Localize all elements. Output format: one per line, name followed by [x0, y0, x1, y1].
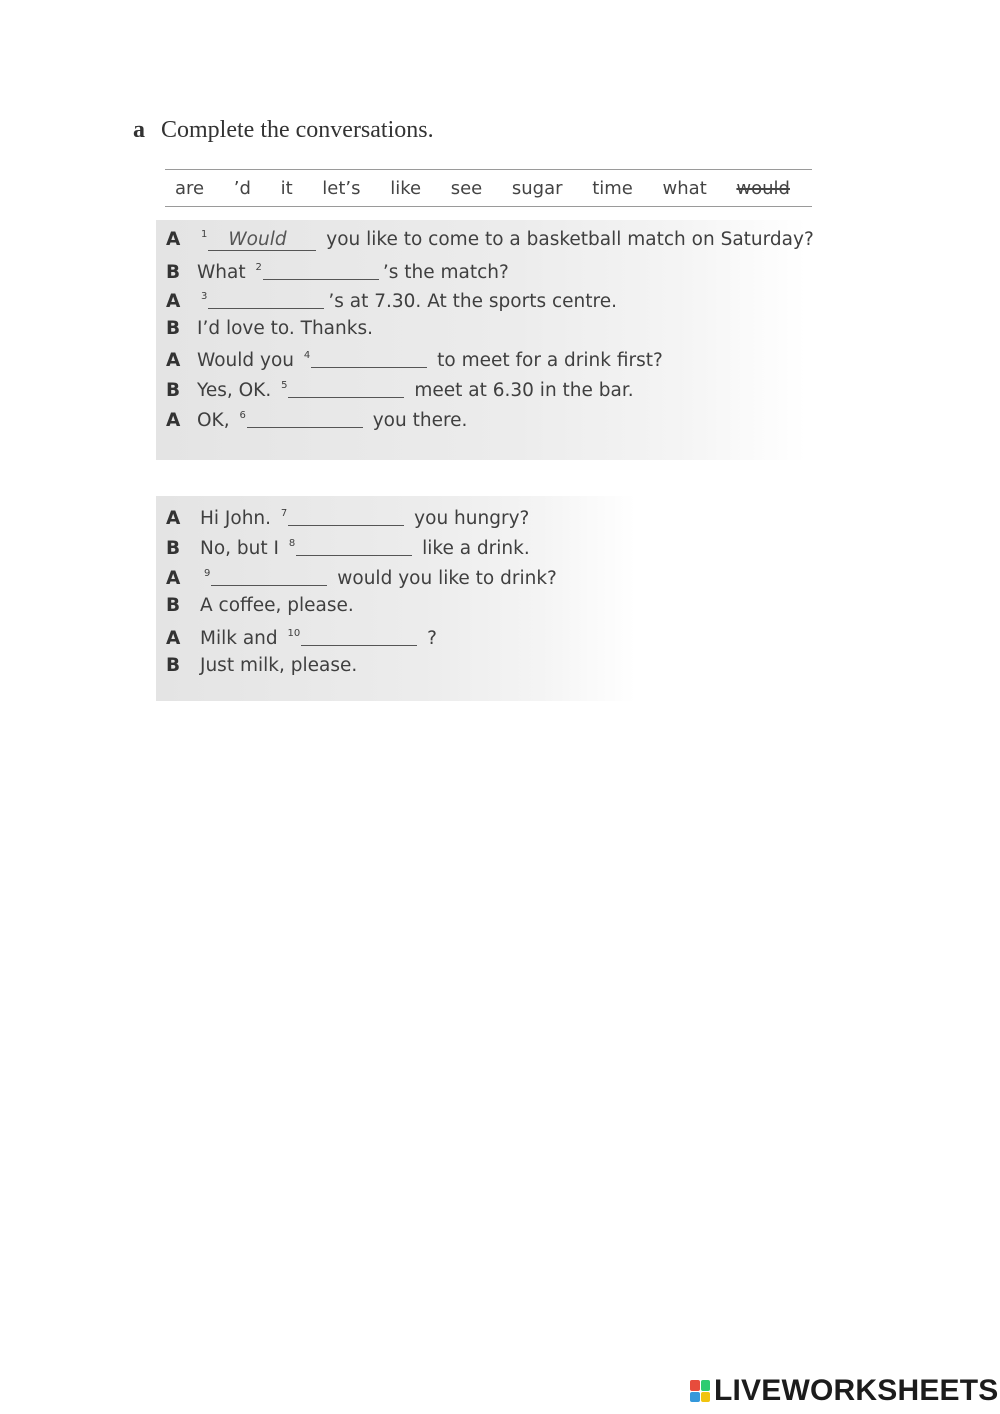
- speaker-label: B: [166, 317, 181, 339]
- dialogue-line: [166, 288, 617, 318]
- gap-number: 5: [281, 380, 288, 391]
- word-box-item: ’d: [233, 177, 251, 199]
- word-box-item: what: [662, 177, 707, 199]
- line-text: ’s at 7.30. At the sports centre.: [328, 291, 617, 313]
- line-text: Would you: [197, 350, 300, 372]
- dialogue-line: [166, 655, 357, 685]
- gap-number: 8: [288, 538, 296, 549]
- word-box-item: time: [592, 177, 633, 199]
- speaker-label: B: [166, 538, 181, 559]
- dialogue-line: [166, 505, 529, 535]
- speaker-label: B: [166, 655, 181, 676]
- logo-square: [690, 1392, 700, 1403]
- dialogue-line: [166, 347, 663, 377]
- dialogue-line: [166, 407, 467, 437]
- answer-blank[interactable]: [208, 290, 324, 309]
- dialogue-line: [166, 625, 437, 655]
- gap-number: 10: [287, 628, 301, 639]
- logo-square: [701, 1392, 711, 1403]
- gap-number: 2: [255, 261, 262, 273]
- answer-blank[interactable]: [311, 349, 427, 368]
- line-text: would you like to drink?: [331, 568, 557, 589]
- word-box-item: let’s: [322, 177, 361, 199]
- speaker-label: A: [166, 508, 181, 529]
- exercise-letter: a: [133, 117, 145, 143]
- liveworksheets-brand: [690, 1376, 999, 1406]
- line-text: Just milk, please.: [200, 655, 358, 676]
- word-box: [165, 169, 812, 207]
- line-text: ’s the match?: [382, 261, 509, 283]
- word-box-item: are: [175, 177, 205, 199]
- answer-blank[interactable]: [296, 537, 412, 556]
- conversation-1: [156, 220, 814, 460]
- gap-number: 4: [303, 350, 311, 362]
- speaker-label: A: [166, 628, 181, 649]
- line-text: Milk and: [200, 628, 284, 649]
- speaker-label: A: [166, 350, 181, 372]
- answer-blank[interactable]: [301, 627, 417, 646]
- word-box-item: would: [736, 177, 790, 199]
- brand-name: LIVEWORKSHEETS: [714, 1374, 999, 1407]
- line-text: you hungry?: [408, 508, 530, 529]
- speaker-label: A: [166, 409, 181, 431]
- answer-blank[interactable]: [247, 409, 363, 428]
- line-text: I’d love to. Thanks.: [197, 317, 373, 339]
- line-text: meet at 6.30 in the bar.: [408, 380, 634, 401]
- exercise-heading: [133, 117, 434, 144]
- line-text: OK,: [197, 409, 236, 431]
- speaker-label: B: [166, 261, 181, 283]
- gap-number: 1: [201, 229, 208, 240]
- line-text: What: [197, 261, 252, 283]
- answer-blank[interactable]: [288, 379, 404, 398]
- speaker-label: A: [166, 229, 181, 250]
- gap-number: 7: [280, 508, 288, 519]
- word-box-item: sugar: [511, 177, 563, 199]
- speaker-label: B: [166, 595, 181, 616]
- line-text: to meet for a drink first?: [431, 350, 663, 372]
- dialogue-line: [166, 535, 530, 565]
- conversation-2: [156, 496, 636, 701]
- logo-square: [690, 1380, 700, 1391]
- line-text: Yes, OK.: [197, 380, 278, 401]
- answer-blank[interactable]: [288, 507, 404, 526]
- dialogue-line: [166, 229, 814, 259]
- exercise-instruction: Complete the conversations.: [161, 117, 434, 143]
- gap-number: 6: [239, 409, 246, 421]
- liveworksheets-logo-icon: [690, 1380, 710, 1402]
- word-box-item: see: [450, 177, 483, 199]
- speaker-label: A: [166, 568, 181, 589]
- dialogue-line: [166, 565, 557, 595]
- speaker-label: B: [166, 380, 181, 401]
- line-text: Hi John.: [200, 508, 277, 529]
- line-text: you there.: [366, 409, 468, 431]
- word-box-item: like: [390, 177, 422, 199]
- line-text: ?: [421, 628, 437, 649]
- gap-number: 3: [201, 291, 208, 303]
- line-text: you like to come to a basketball match on Saturday?: [320, 229, 814, 250]
- answer-blank[interactable]: [263, 261, 379, 280]
- line-text: like a drink.: [416, 538, 530, 559]
- line-text: No, but I: [200, 538, 285, 559]
- line-text: A coffee, please.: [200, 595, 354, 616]
- gap-number: 9: [204, 568, 211, 579]
- answer-blank[interactable]: [211, 567, 327, 586]
- dialogue-line: [166, 377, 634, 407]
- example-answer: Would: [208, 229, 316, 251]
- dialogue-line: [166, 318, 373, 348]
- logo-square: [701, 1380, 711, 1391]
- speaker-label: A: [166, 291, 181, 313]
- dialogue-line: [166, 595, 354, 625]
- dialogue-line: [166, 259, 509, 289]
- word-box-item: it: [280, 177, 293, 199]
